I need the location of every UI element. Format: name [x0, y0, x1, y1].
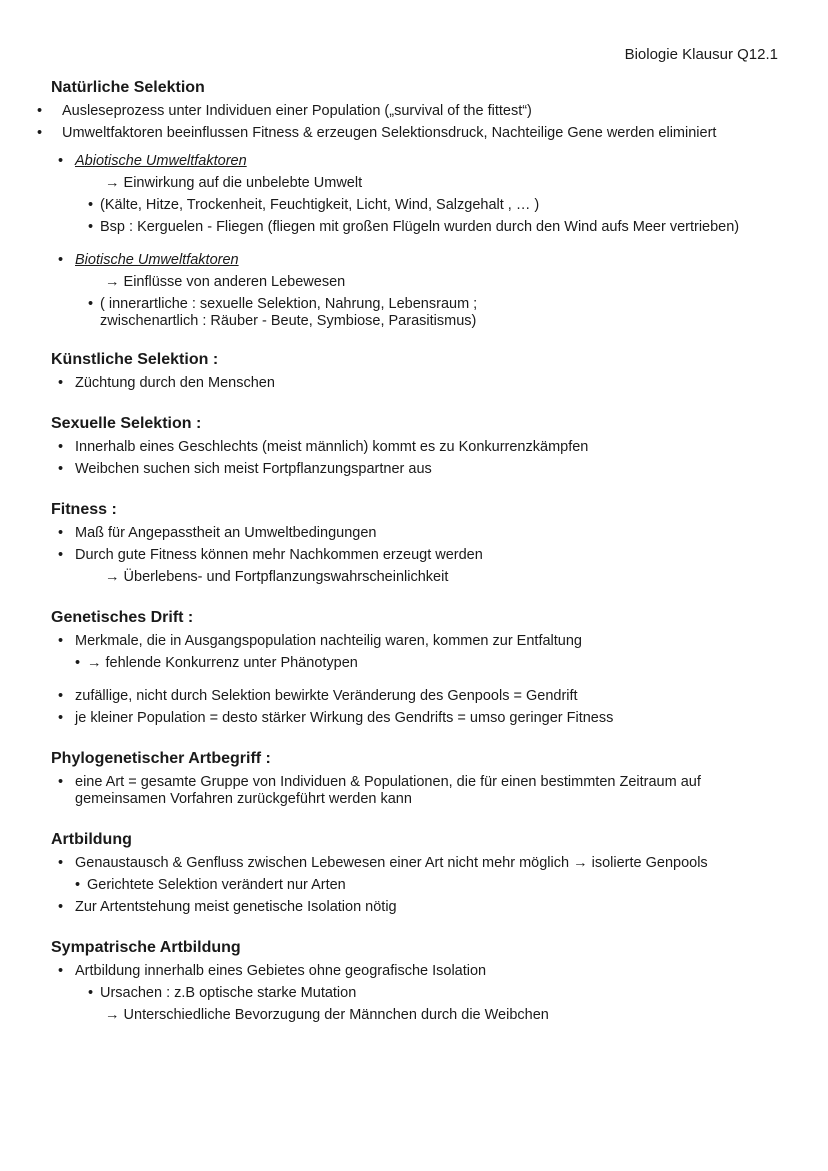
- section-genetisches-drift: [51, 608, 791, 727]
- section-title: Fitness :: [51, 501, 117, 518]
- list-item: • → fehlende Konkurrenz unter Phänotypen: [51, 655, 791, 672]
- list-item: • Umweltfaktoren beeinflussen Fitness & erzeugen Selektionsdruck, Nachteilige Gene werden eliminiert: [51, 125, 791, 142]
- list-item: • Merkmale, die in Ausgangspopulation nachteilig waren, kommen zur Entfaltung: [51, 633, 791, 650]
- list-item: • eine Art = gesamte Gruppe von Individuen & Populationen, die für einen bestimmten Zeitraum auf: [51, 774, 791, 791]
- list-item: • Maß für Angepasstheit an Umweltbedingungen: [51, 525, 791, 542]
- arrow-note: → Überlebens- und Fortpflanzungswahrscheinlichkeit: [105, 569, 449, 585]
- list-item: • Züchtung durch den Menschen: [51, 375, 791, 392]
- list-item: • zufällige, nicht durch Selektion bewirkte Veränderung des Genpools = Gendrift: [51, 688, 791, 705]
- arrow-note: → Einwirkung auf die unbelebte Umwelt: [105, 175, 363, 191]
- list-item: • Durch gute Fitness können mehr Nachkommen erzeugt werden: [51, 547, 791, 564]
- subheading: Biotische Umweltfaktoren: [75, 252, 239, 268]
- section-title: Genetisches Drift :: [51, 609, 194, 626]
- section-phylogenetischer-artbegriff: [51, 749, 791, 808]
- section-fitness: [51, 500, 791, 586]
- section-title: Sexuelle Selektion :: [51, 415, 202, 432]
- page-header: Biologie Klausur Q12.1: [624, 46, 778, 63]
- section-title: Natürliche Selektion: [51, 79, 205, 96]
- section-sympatrische-artbildung: [51, 938, 791, 1024]
- list-item: • Zur Artentstehung meist genetische Isolation nötig: [51, 899, 791, 916]
- list-item: • Artbildung innerhalb eines Gebietes ohne geografische Isolation: [51, 963, 791, 980]
- list-item: • Bsp : Kerguelen - Fliegen (fliegen mit großen Flügeln wurden durch den Wind aufs Meer vertrieben): [51, 219, 791, 236]
- arrow-note: → Einflüsse von anderen Lebewesen: [105, 274, 346, 290]
- arrow-note: → Unterschiedliche Bevorzugung der Männchen durch die Weibchen: [105, 1007, 549, 1023]
- list-item-abiotisch: [51, 153, 791, 170]
- section-title: Künstliche Selektion :: [51, 351, 219, 368]
- list-item: • Ursachen : z.B optische starke Mutation: [51, 985, 791, 1002]
- list-item: • Ausleseprozess unter Individuen einer Population („survival of the fittest“): [51, 103, 791, 120]
- section-natuerliche-selektion: [51, 78, 791, 330]
- list-item: • Weibchen suchen sich meist Fortpflanzungspartner aus: [51, 461, 791, 478]
- list-item-continuation: gemeinsamen Vorfahren zurückgeführt werden kann: [75, 791, 412, 807]
- list-item-continuation: zwischenartlich : Räuber - Beute, Symbiose, Parasitismus): [100, 313, 477, 329]
- section-sexuelle-selektion: [51, 414, 791, 478]
- section-title: Phylogenetischer Artbegriff :: [51, 750, 271, 767]
- subheading: Abiotische Umweltfaktoren: [75, 153, 247, 169]
- section-title: Sympatrische Artbildung: [51, 939, 241, 956]
- list-item-biotisch: [51, 252, 791, 269]
- section-kuenstliche-selektion: [51, 350, 791, 392]
- document-body: [51, 78, 791, 1046]
- list-item: • Gerichtete Selektion verändert nur Arten: [51, 877, 791, 894]
- list-item: • je kleiner Population = desto stärker Wirkung des Gendrifts = umso geringer Fitness: [51, 710, 791, 727]
- list-item: • (Kälte, Hitze, Trockenheit, Feuchtigkeit, Licht, Wind, Salzgehalt , … ): [51, 197, 791, 214]
- list-item: • Innerhalb eines Geschlechts (meist männlich) kommt es zu Konkurrenzkämpfen: [51, 439, 791, 456]
- list-item: • Genaustausch & Genfluss zwischen Lebewesen einer Art nicht mehr möglich → isolierte Genpools: [51, 855, 791, 872]
- section-title: Artbildung: [51, 831, 132, 848]
- section-artbildung: [51, 830, 791, 916]
- list-item: • ( innerartliche : sexuelle Selektion, Nahrung, Lebensraum ;: [51, 296, 791, 313]
